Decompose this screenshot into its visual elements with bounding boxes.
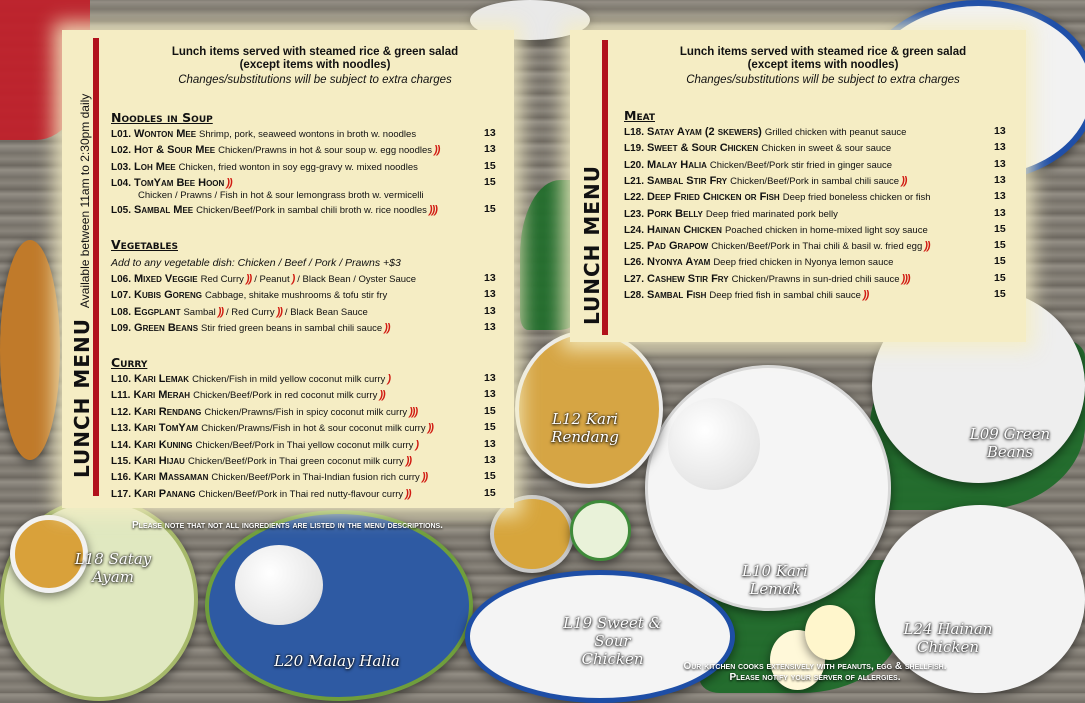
menu-item-name: Kari Panang: [134, 487, 196, 500]
menu-item-desc: Chicken/Prawns/Fish in hot & sour coconut milk curry: [201, 423, 426, 435]
chili-spice-icon: )): [427, 422, 433, 435]
menu-item-name: Kari Massaman: [134, 471, 209, 484]
menu-item-price: 13: [994, 190, 1006, 203]
menu-item-name: Sambal Stir Fry: [647, 174, 728, 187]
menu-item-desc: Red Curry: [200, 274, 244, 285]
dish-label-l09: L09 Green Beans: [969, 425, 1051, 461]
menu-item-name: Kari Kuning: [134, 438, 193, 451]
menu-item-name: Wonton Mee: [134, 128, 197, 140]
chili-spice-icon: )): [245, 273, 252, 285]
menu-item: [111, 488, 411, 501]
menu-item-name: Mixed Veggie: [134, 273, 198, 285]
menu-item-desc: Chicken, fried wonton in soy egg-gravy w. mixed noodles: [178, 161, 418, 173]
menu-item: [111, 406, 417, 419]
chili-spice-icon: ))): [428, 204, 437, 217]
right-vertical-title: LUNCH MENU: [580, 165, 604, 325]
chili-spice-icon: ))): [409, 405, 418, 418]
menu-item-desc: Chicken/Beef/Pork in Thai green coconut milk curry: [187, 456, 404, 467]
menu-item-desc: Deep fried fish in sambal chili sauce: [709, 290, 861, 301]
menu-item-desc: Sambal: [183, 306, 216, 318]
menu-item-code: L16.: [111, 472, 132, 484]
menu-item: [624, 224, 928, 237]
dish-label-l20: L20 Malay Halia: [274, 652, 400, 670]
menu-item-desc: Deep fried chicken in Nyonya lemon sauce: [713, 257, 894, 269]
menu-item-price: 13: [484, 372, 496, 384]
menu-item-price: 13: [994, 141, 1006, 154]
menu-item-price: 13: [994, 125, 1006, 137]
section-title-vegetables: Vegetables: [111, 237, 178, 252]
menu-item-desc: / Black Bean / Oyster Sauce: [297, 274, 417, 285]
chili-spice-icon: )): [434, 144, 440, 157]
menu-item: [111, 306, 368, 319]
menu-item-code: L07.: [111, 290, 132, 302]
menu-item-price: 15: [484, 203, 496, 216]
chili-spice-icon: )): [405, 455, 412, 467]
chili-spice-icon: )): [421, 471, 428, 484]
menu-item-code: L24.: [624, 224, 645, 236]
dish-label-l19: L19 Sweet & Sour Chicken: [563, 614, 662, 668]
menu-item: [111, 439, 418, 452]
left-vertical-title: LUNCH MENUAvailable between 11am to 2:30pm daily: [70, 93, 94, 478]
menu-item-desc: Chicken / Prawns / Fish in hot & sour lemongrass broth w. vermicelli: [138, 189, 424, 201]
menu-item-code: L10.: [111, 374, 132, 385]
menu-item-price: 13: [994, 157, 1006, 170]
menu-item-name: Hainan Chicken: [647, 223, 722, 236]
menu-item-code: L03.: [111, 161, 132, 173]
left-header: Lunch items served with steamed rice & green salad (except items with noodles) Changes/substitutions will be subject to extra charges: [171, 46, 459, 86]
menu-item-price: 13: [994, 173, 1006, 186]
menu-item-desc: Cabbage, shitake mushrooms & tofu stir fry: [205, 290, 388, 302]
menu-item: [624, 126, 906, 139]
menu-item-price: 15: [484, 159, 496, 172]
menu-item: [111, 471, 427, 484]
section-title-curry: Curry: [111, 355, 148, 370]
menu-item: [111, 389, 385, 402]
menu-item-price: 15: [484, 175, 496, 188]
chili-spice-icon: ): [291, 273, 295, 285]
menu-item-name: Eggplant: [134, 305, 181, 318]
menu-item-desc: / Peanut: [254, 274, 290, 285]
menu-item-code: L27.: [624, 273, 645, 285]
menu-item: [624, 175, 906, 188]
menu-item: [111, 204, 437, 217]
menu-item: [624, 142, 891, 155]
chili-spice-icon: ): [387, 373, 390, 385]
menu-item: [111, 161, 418, 174]
chili-spice-icon: )): [862, 289, 869, 301]
menu-item: [624, 240, 930, 253]
menu-item-name: Sweet & Sour Chicken: [647, 142, 759, 155]
menu-item-desc: Deep fried marinated pork belly: [705, 208, 838, 220]
dish-label-l10: L10 Kari Lemak: [742, 562, 808, 598]
menu-item-desc: Chicken/Beef/Pork in Thai red nutty-flavour curry: [198, 488, 404, 500]
menu-item-desc: Chicken/Beef/Pork in Thai chili & basil w. fried egg: [711, 241, 923, 253]
menu-item: [624, 273, 910, 286]
menu-item-code: L11.: [111, 390, 131, 402]
section-title-noodles: Noodles in Soup: [111, 110, 213, 125]
chili-spice-icon: ))): [901, 272, 910, 285]
chili-spice-icon: ): [415, 438, 419, 451]
menu-item-name: Loh Mee: [134, 160, 176, 173]
menu-item: [624, 208, 838, 221]
menu-item-code: L21.: [624, 175, 645, 187]
menu-item-desc: Grilled chicken with peanut sauce: [764, 127, 907, 138]
menu-item-desc: Chicken/Prawns in sun-dried chili sauce: [731, 273, 900, 285]
vegetable-addon-note: Add to any vegetable dish: Chicken / Beef / Pork / Prawns +$3: [111, 257, 401, 269]
menu-item-desc: Stir fried green beans in sambal chili sauce: [201, 322, 383, 334]
section-title-meat: Meat: [624, 108, 655, 123]
menu-item-price: 13: [484, 304, 496, 317]
menu-item-price: 15: [994, 222, 1006, 235]
menu-item-name: TomYam Bee Hoon: [134, 176, 225, 189]
menu-item-desc: / Black Bean Sauce: [284, 306, 368, 318]
dish-label-l18: L18 Satay Ayam: [74, 550, 152, 586]
dish-label-l12: L12 Kari Rendang: [551, 410, 619, 446]
menu-item-name: Kari Lemak: [134, 373, 190, 385]
menu-item-code: L18.: [624, 127, 645, 138]
menu-item-code: L14.: [111, 439, 132, 451]
menu-item-desc: Chicken/Beef/Pork in sambal chili broth w. rice noodles: [196, 205, 427, 217]
menu-item-price: 13: [484, 454, 496, 466]
right-header: Lunch items served with steamed rice & green salad (except items with noodles) Changes/substitutions will be subject to extra charges: [679, 46, 967, 86]
left-menu-panel: [62, 30, 514, 508]
chili-spice-icon: )): [379, 389, 385, 402]
menu-item-name: Sambal Fish: [647, 289, 707, 301]
menu-item-code: L13.: [111, 423, 132, 435]
menu-item: [111, 455, 411, 468]
menu-item-desc: Chicken/Prawns in hot & sour soup w. egg noodles: [218, 145, 433, 157]
menu-item-price: 13: [484, 272, 496, 284]
menu-item: [624, 191, 931, 204]
menu-item-code: L09.: [111, 322, 132, 334]
allergy-footnote: Our kitchen cooks extensively with peanuts, egg & shellfish. Please notify your server of allergies.: [683, 661, 947, 683]
menu-item-name: Hot & Sour Mee: [134, 144, 216, 157]
menu-item: [111, 273, 416, 286]
chili-spice-icon: )): [226, 176, 232, 189]
menu-item-code: L22.: [624, 192, 645, 204]
menu-item-name: Kari Rendang: [134, 405, 202, 418]
menu-item: [624, 159, 892, 172]
menu-item-desc: Chicken/Prawns/Fish in spicy coconut milk curry: [204, 406, 408, 418]
menu-item-code: L17.: [111, 488, 132, 500]
menu-item-price: 13: [484, 437, 496, 450]
menu-item-code: L23.: [624, 208, 645, 220]
menu-item-code: L06.: [111, 274, 132, 285]
menu-item-name: Cashew Stir Fry: [647, 272, 729, 285]
menu-item-code: L20.: [624, 159, 645, 171]
menu-item-name: Kubis Goreng: [134, 289, 203, 302]
chili-spice-icon: )): [924, 240, 930, 253]
menu-item-price: 13: [994, 206, 1006, 219]
menu-item-price: 15: [994, 255, 1006, 268]
menu-item-price: 15: [484, 421, 496, 434]
menu-item-name: Satay Ayam (2 skewers): [647, 126, 762, 138]
menu-item-desc: Chicken/Beef/Pork in Thai-Indian fusion rich curry: [211, 472, 420, 484]
chili-spice-icon: )): [901, 174, 907, 187]
menu-item-code: L15.: [111, 456, 132, 467]
menu-item-price: 15: [484, 486, 496, 499]
menu-item-desc: Shrimp, pork, seaweed wontons in broth w. noodles: [199, 129, 417, 140]
ingredients-footnote: Please note that not all ingredients are listed in the menu descriptions.: [132, 520, 443, 531]
menu-item-name: Kari TomYam: [134, 422, 199, 435]
menu-item-code: L02.: [111, 145, 132, 157]
menu-item-price: 15: [994, 271, 1006, 284]
menu-item-desc: Poached chicken in home-mixed light soy sauce: [724, 224, 928, 236]
menu-item-desc: Chicken in sweet & sour sauce: [761, 143, 892, 155]
menu-item-desc: Chicken/Beef/Pork in sambal chili sauce: [730, 175, 900, 187]
menu-item-price: 13: [484, 388, 496, 401]
dish-label-l24: L24 Hainan Chicken: [903, 620, 993, 656]
menu-item-name: Malay Halia: [647, 158, 707, 171]
menu-item-name: Kari Merah: [133, 389, 191, 402]
menu-item-desc: / Red Curry: [226, 306, 275, 318]
menu-item-code: L19.: [624, 143, 645, 155]
menu-item-code: L25.: [624, 241, 645, 253]
menu-item-price: 15: [484, 404, 496, 417]
menu-item-price: 13: [484, 320, 496, 333]
chili-spice-icon: )): [405, 487, 411, 500]
menu-item: [111, 373, 390, 386]
menu-item-desc: Chicken/Beef/Pork in Thai yellow coconut milk curry: [195, 439, 414, 451]
menu-item: [111, 144, 439, 157]
menu-item-name: Kari Hijau: [134, 455, 185, 467]
menu-item-code: L01.: [111, 129, 132, 140]
menu-item-price: 13: [484, 127, 496, 139]
menu-item-code: L04.: [111, 177, 132, 189]
menu-item-price: 15: [994, 288, 1006, 300]
menu-item-name: Green Beans: [134, 321, 199, 334]
menu-item-name: Sambal Mee: [134, 204, 194, 217]
menu-item-code: L26.: [624, 257, 645, 269]
menu-item-name: Nyonya Ayam: [647, 256, 711, 269]
menu-item: [111, 422, 433, 435]
menu-item-code: L28.: [624, 290, 645, 301]
menu-item: [111, 289, 387, 302]
menu-item-price: 13: [484, 288, 496, 301]
menu-item-code: L12.: [111, 406, 132, 418]
menu-item: [111, 177, 424, 202]
menu-item: [624, 256, 893, 269]
menu-item-price: 13: [484, 143, 496, 156]
menu-item-desc: Chicken/Beef/Pork stir fried in ginger sauce: [709, 159, 893, 171]
menu-item: [111, 128, 416, 141]
menu-item-price: 15: [484, 470, 496, 483]
menu-item-desc: Chicken/Beef/Pork in red coconut milk curry: [193, 390, 378, 402]
menu-item-code: L05.: [111, 205, 132, 217]
menu-item-desc: Chicken/Fish in mild yellow coconut milk curry: [192, 374, 386, 385]
menu-item-name: Pad Grapow: [647, 240, 709, 253]
chili-spice-icon: )): [384, 321, 390, 334]
chili-spice-icon: )): [217, 305, 224, 318]
menu-item: [111, 322, 389, 335]
chili-spice-icon: )): [276, 305, 282, 318]
menu-item: [624, 289, 868, 302]
menu-item-desc: Deep fried boneless chicken or fish: [782, 192, 931, 204]
menu-item-price: 15: [994, 239, 1006, 252]
menu-item-name: Pork Belly: [647, 207, 703, 220]
menu-item-name: Deep Fried Chicken or Fish: [647, 191, 780, 204]
menu-item-code: L08.: [111, 306, 132, 318]
